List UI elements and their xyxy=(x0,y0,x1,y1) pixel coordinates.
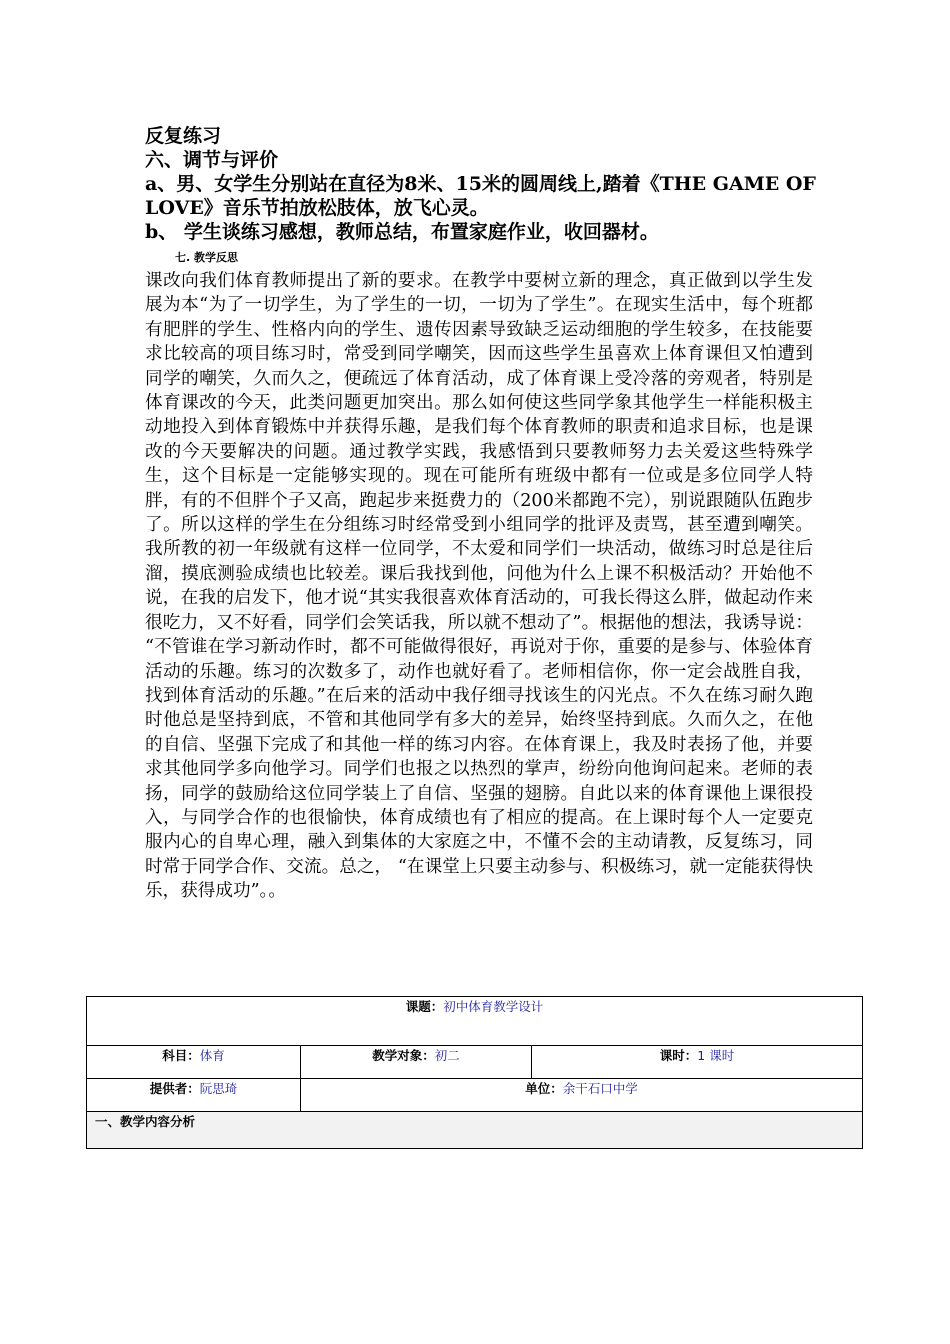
unit-label: 单位： xyxy=(525,1081,563,1096)
activity-b: b、 学生谈练习感想，教师总结，布置家庭作业，收回器材。 xyxy=(145,221,659,243)
subject-label: 科目： xyxy=(162,1048,200,1063)
hours-label: 课时： xyxy=(659,1048,698,1063)
reflection-body: 课改向我们体育教师提出了新的要求。在教学中要树立新的理念，真正做到以学生发展为本“为了一切学生，为了学生的一切，一切为了学生”。在现实生活中，每个班都有肥胖的学生、性格内向的学生、遗传因素导致缺乏运动细胞的学生较多，在技能要求比较高的项目练习时，常受到同学嘲笑，因而这些学生虽喜欢上体育课但又怕遭到同学的嘲笑，久而久之，便疏远了体育活动，成了体育课上受冷落的旁观者，特别是体育课改的今天，此类问题更加突出。那么如何使这些同学象其他学生一样能积极主动地投入到体育锻炼中并获得乐趣，是我们每个体育教师的职责和追求目标，也是课改的今天要解决的问题。通过教学实践，我感悟到只要教师努力去关爱这些特殊学生，这个目标是一定能够实现的。现在可能所有班级中都有一位或是多位同学人特胖，有的不但胖个子又高，跑起步来挺费力的（200米都跑不完），别说跟随队伍跑步了。所以这样的学生在分组练习时经常受到小组同学的批评及责骂，甚至遭到嘲笑。我所教的初一年级就有这样一位同学，不太爱和同学们一块活动，做练习时总是往后溜，摸底测验成绩也比较差。课后我找到他，问他为什么上课不积极活动？开始他不说，在我的启发下，他才说“其实我很喜欢体育活动的，可我长得这么胖，做起动作来很吃力，又不好看，同学们会笑话我，所以就不想动了”。根据他的想法，我诱导说： “不管谁在学习新动作时，都不可能做得很好，再说对于你，重要的是参与、体验体育活动的乐趣。练习的次数多了，动作也就好看了。老师相信你，你一定会战胜自我，找到体育活动的乐趣。”在后来的活动中我仔细寻找该生的闪光点。不久在练习耐久跑时他总是坚持到底，不管和其他同学有多大的差异，始终坚持到底。久而久之，在他的自信、坚强下完成了和其他一样的练习内容。在体育课上，我及时表扬了他，并要求其他同学多向他学习。同学们也报之以热烈的掌声，纷纷向他询问起来。老师的表扬，同学的鼓励给这位同学装上了自信、坚强的翅膀。自此以来的体育课他上课很投入，与同学合作的也很愉快，体育成绩也有了相应的提高。在上课时每个人一定要克服内心的自卑心理，融入到集体的大家庭之中，不懂不会的主动请教，反复练习，同时常于同学合作、交流。总之， “在课堂上只要主动参与、积极练习，就一定能获得快乐，获得成功”。。 xyxy=(145,271,813,902)
unit-value: 余干石口中学 xyxy=(562,1081,638,1096)
target-value: 初二 xyxy=(434,1048,460,1063)
subject-row xyxy=(87,1046,863,1079)
exercise-section xyxy=(145,124,825,244)
hours-cell xyxy=(532,1046,863,1079)
section-six-heading: 六、调节与评价 xyxy=(145,149,279,171)
subject-value: 体育 xyxy=(199,1048,225,1063)
target-cell xyxy=(301,1046,532,1079)
content-heading: 一、教学内容分析 xyxy=(95,1114,196,1129)
content-heading-cell xyxy=(87,1112,863,1149)
provider-cell xyxy=(87,1079,301,1112)
lesson-info-table xyxy=(86,996,863,1149)
unit-cell xyxy=(301,1079,863,1112)
topic-cell xyxy=(87,997,863,1046)
content-row xyxy=(87,1112,863,1149)
provider-value: 阮思琦 xyxy=(199,1081,238,1096)
provider-row xyxy=(87,1079,863,1112)
topic-label: 课题： xyxy=(405,999,444,1014)
provider-label: 提供者： xyxy=(149,1081,200,1096)
hours-value: 1 课时 xyxy=(697,1048,735,1063)
activity-a: a、男、女学生分别站在直径为8米、15米的圆周线上,踏着《THE GAME OF LOVE》音乐节拍放松肢体，放飞心灵。 xyxy=(145,173,816,219)
topic-row xyxy=(87,997,863,1046)
target-label: 教学对象： xyxy=(372,1048,435,1063)
reflection-heading: 七. 教学反思 xyxy=(175,251,239,264)
subject-cell xyxy=(87,1046,301,1079)
topic-value: 初中体育教学设计 xyxy=(443,999,544,1014)
practice-line: 反复练习 xyxy=(145,125,222,147)
